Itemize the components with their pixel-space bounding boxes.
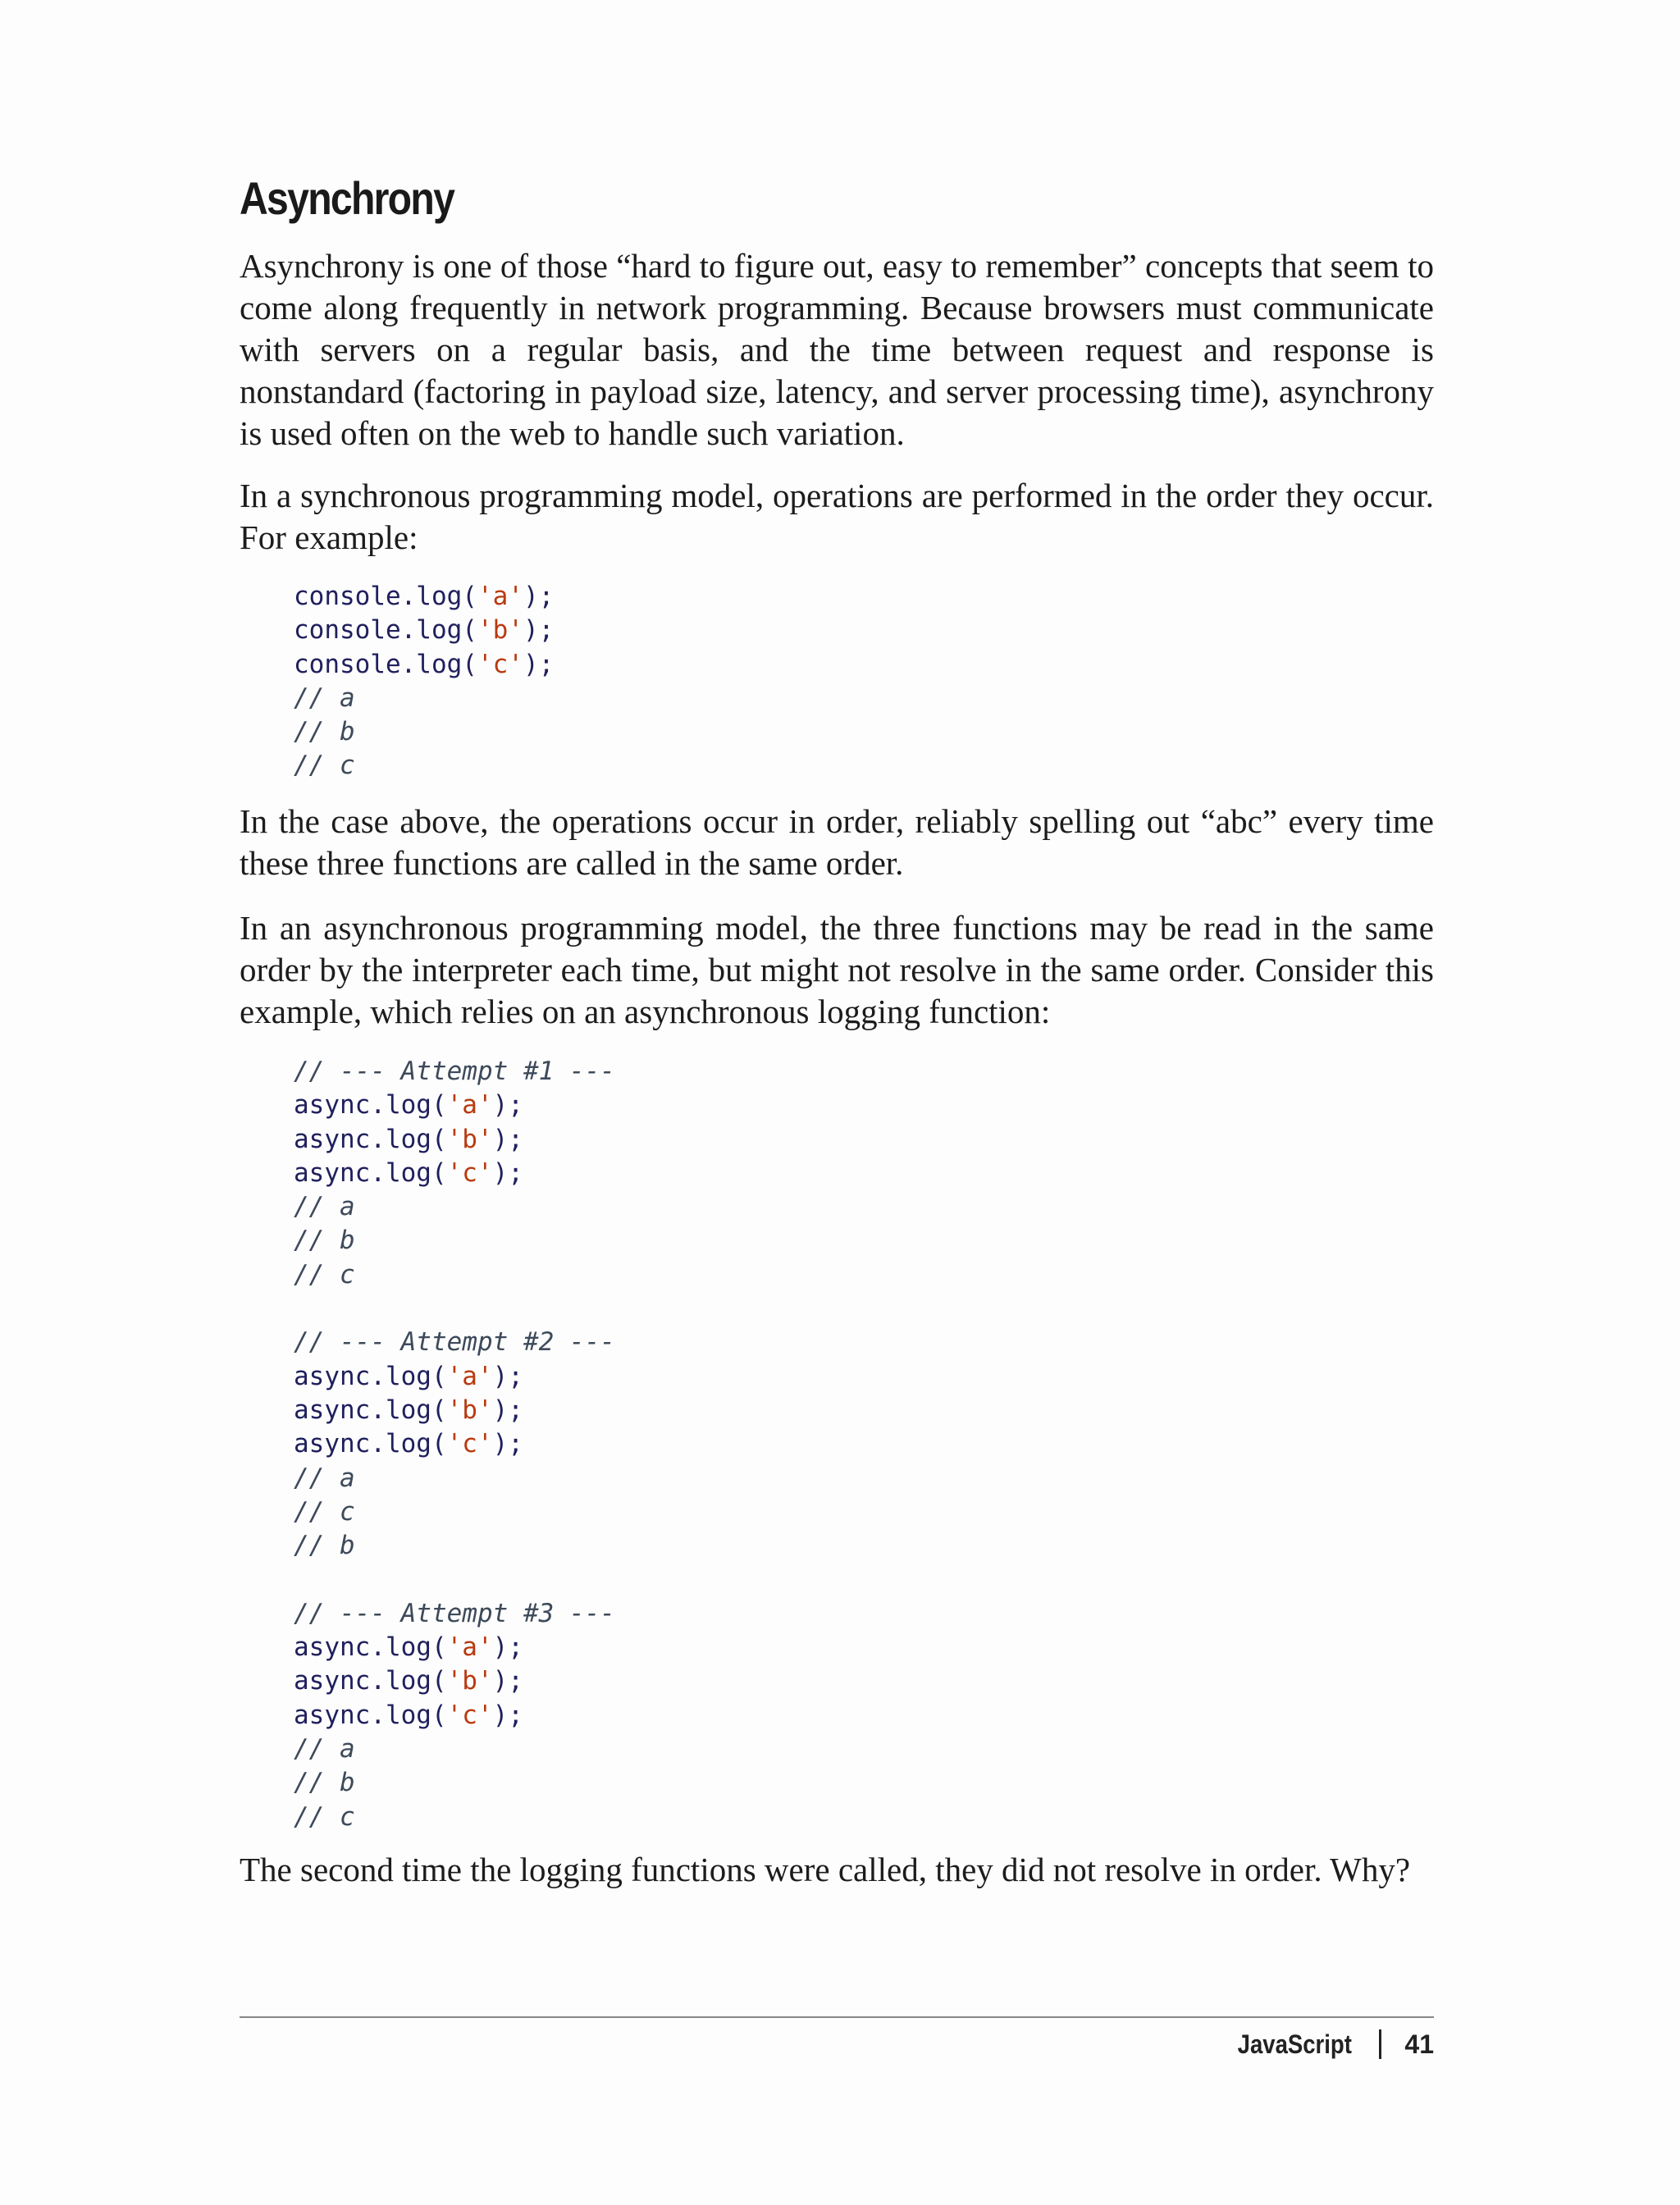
page-number: 41 (1404, 2029, 1434, 2059)
code-comment: // --- Attempt #1 --- (294, 1057, 615, 1086)
code-comment: // b (294, 1768, 355, 1798)
code-block-sync (294, 580, 554, 783)
code-punctuation: ); (523, 582, 555, 611)
code-comment: // --- Attempt #2 --- (294, 1327, 615, 1358)
code-comment: // a (294, 682, 355, 713)
code-line (294, 1055, 615, 1089)
paragraph-question: The second time the logging functions were called, they did not resolve in order. Why? (240, 1851, 1411, 1888)
code-punctuation: ); (492, 1157, 523, 1188)
code-line (294, 1427, 615, 1461)
code-comment: // --- Attempt #3 --- (294, 1598, 615, 1628)
code-line (294, 715, 554, 749)
code-comment: // a (294, 1192, 355, 1222)
code-comment: // a (294, 1733, 355, 1764)
code-line (294, 1563, 615, 1596)
code-line (294, 1664, 615, 1698)
paragraph-sync-result: In the case above, the operations occur in order, reliably spelling out “abc” every time these three functions are called in the same order. (240, 802, 1434, 882)
code-call: async.log( (294, 1090, 447, 1121)
code-line (294, 1157, 615, 1190)
paragraph-sync-model: In a synchronous programming model, operations are performed in the order they occur. For example: (240, 477, 1434, 556)
code-line (294, 1699, 615, 1732)
code-line (294, 614, 554, 647)
code-punctuation: ); (492, 1700, 523, 1730)
code-call: console.log( (294, 615, 477, 646)
code-comment: // c (294, 1259, 355, 1290)
code-string-arg: 'b' (446, 1124, 493, 1154)
section-heading: Asynchrony (240, 172, 454, 224)
code-string-arg: 'c' (446, 1157, 493, 1188)
code-call: async.log( (294, 1700, 447, 1730)
code-string-arg: 'c' (446, 1429, 493, 1459)
code-line (294, 1801, 615, 1834)
code-string-arg: 'b' (446, 1666, 493, 1696)
code-comment: // c (294, 751, 355, 781)
code-punctuation: ); (523, 615, 555, 646)
code-string-arg: 'b' (477, 615, 523, 646)
code-punctuation: ); (492, 1124, 523, 1154)
code-line (294, 1123, 615, 1157)
code-string-arg: 'c' (477, 649, 523, 679)
code-call: async.log( (294, 1666, 447, 1696)
code-punctuation: ); (492, 1429, 523, 1459)
code-line (294, 648, 554, 682)
code-block-async (294, 1055, 615, 1834)
code-call: async.log( (294, 1157, 447, 1188)
footer-section-title: JavaScript (1237, 2029, 1352, 2059)
code-line (294, 1326, 615, 1359)
footer-separator (1379, 2029, 1381, 2059)
code-line (294, 1089, 615, 1122)
code-call: console.log( (294, 649, 477, 679)
code-string-arg: 'a' (446, 1632, 493, 1663)
code-line (294, 682, 554, 715)
code-line (294, 1394, 615, 1427)
footer-divider (240, 2016, 1434, 2018)
paragraph-intro: Asynchrony is one of those “hard to figure out, easy to remember” concepts that seem to come along frequently in network programming. Because browsers must communicate with servers on a regular basis, and the time between request and response is nonstandard (factoring in payload size, latency, and server processing time), asynchrony is used often on the web to handle such variation. (240, 247, 1434, 452)
code-call: async.log( (294, 1429, 447, 1459)
code-comment: // c (294, 1801, 355, 1832)
code-line (294, 1258, 615, 1292)
code-line (294, 580, 554, 614)
code-comment: // b (294, 1531, 355, 1561)
code-call: console.log( (294, 582, 477, 611)
code-line (294, 1766, 615, 1800)
code-line (294, 1529, 615, 1563)
code-string-arg: 'a' (477, 582, 523, 611)
code-line (294, 1462, 615, 1495)
code-line (294, 1631, 615, 1664)
code-punctuation: ); (492, 1395, 523, 1425)
code-line (294, 1360, 615, 1394)
code-line (294, 1224, 615, 1258)
code-call: async.log( (294, 1361, 447, 1391)
code-line (294, 1495, 615, 1529)
code-call: async.log( (294, 1632, 447, 1663)
code-punctuation: ); (492, 1632, 523, 1663)
code-punctuation: ); (492, 1090, 523, 1121)
paragraph-async-model: In an asynchronous programming model, the three functions may be read in the same order by the interpreter each time, but might not resolve in the same order. Consider this example, which relies on an asynchronous logging function: (240, 909, 1434, 1030)
code-string-arg: 'a' (446, 1361, 493, 1391)
code-line (294, 1597, 615, 1631)
code-comment: // c (294, 1496, 355, 1527)
code-string-arg: 'c' (446, 1700, 493, 1730)
code-line (294, 749, 554, 783)
code-line (294, 1190, 615, 1224)
code-punctuation: ); (492, 1361, 523, 1391)
code-line (294, 1292, 615, 1326)
code-string-arg: 'a' (446, 1090, 493, 1121)
code-comment: // b (294, 717, 355, 747)
code-comment: // a (294, 1463, 355, 1493)
code-punctuation: ); (492, 1666, 523, 1696)
code-call: async.log( (294, 1124, 447, 1154)
code-line (294, 1732, 615, 1766)
code-comment: // b (294, 1226, 355, 1256)
running-footer (1219, 2026, 1434, 2062)
code-punctuation: ); (523, 649, 555, 679)
code-string-arg: 'b' (446, 1395, 493, 1425)
code-call: async.log( (294, 1395, 447, 1425)
